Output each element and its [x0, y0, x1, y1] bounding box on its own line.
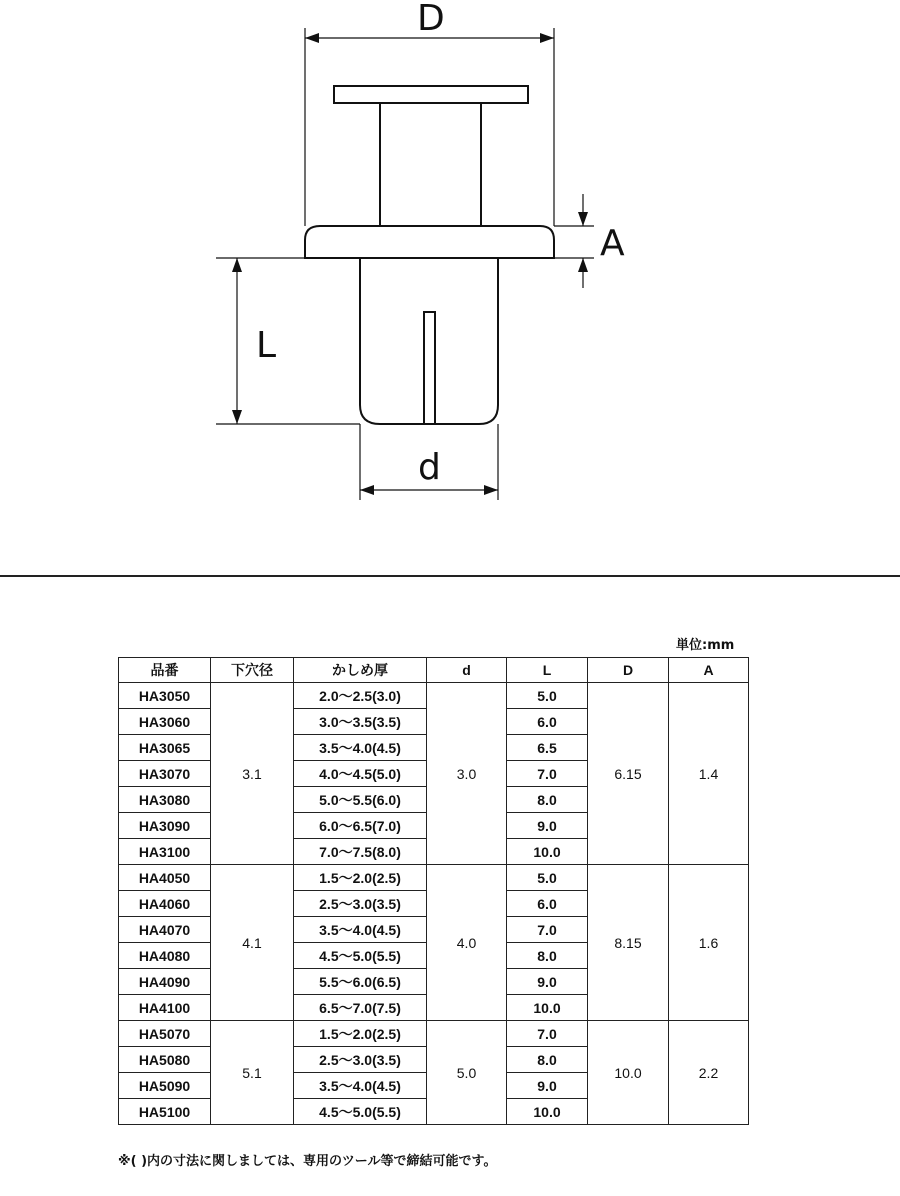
- label-D: D: [417, 0, 445, 39]
- part-number: HA4080: [119, 943, 211, 969]
- table-row: [119, 1021, 749, 1047]
- arrowhead: [232, 258, 242, 272]
- header-hole-dia: 下穴径: [211, 658, 294, 683]
- pin-head: [334, 86, 528, 103]
- a-value: 1.4: [669, 683, 749, 865]
- grip-range: 2.5〜3.0(3.5): [294, 891, 427, 917]
- part-number: HA3065: [119, 735, 211, 761]
- part-number: HA3070: [119, 761, 211, 787]
- hole-diameter: 3.1: [211, 683, 294, 865]
- part-number: HA3080: [119, 787, 211, 813]
- arrowhead: [360, 485, 374, 495]
- l-value: 8.0: [507, 943, 588, 969]
- rivet-slot: [424, 312, 435, 424]
- l-value: 6.0: [507, 891, 588, 917]
- l-value: 10.0: [507, 1099, 588, 1125]
- D-value: 8.15: [588, 865, 669, 1021]
- part-number: HA3060: [119, 709, 211, 735]
- label-L: L: [256, 325, 277, 366]
- header-A: A: [669, 658, 749, 683]
- l-value: 10.0: [507, 995, 588, 1021]
- hole-diameter: 4.1: [211, 865, 294, 1021]
- header-grip-range: かしめ厚: [294, 658, 427, 683]
- header-d: d: [427, 658, 507, 683]
- grip-range: 7.0〜7.5(8.0): [294, 839, 427, 865]
- grip-range: 6.5〜7.0(7.5): [294, 995, 427, 1021]
- part-number: HA4070: [119, 917, 211, 943]
- grip-range: 3.0〜3.5(3.5): [294, 709, 427, 735]
- header-part-no: 品番: [119, 658, 211, 683]
- table-header-row: [119, 658, 749, 683]
- arrowhead: [578, 258, 588, 272]
- d-value: 3.0: [427, 683, 507, 865]
- l-value: 6.5: [507, 735, 588, 761]
- part-number: HA3100: [119, 839, 211, 865]
- l-value: 8.0: [507, 1047, 588, 1073]
- D-value: 10.0: [588, 1021, 669, 1125]
- l-value: 6.0: [507, 709, 588, 735]
- grip-range: 3.5〜4.0(4.5): [294, 1073, 427, 1099]
- grip-range: 2.5〜3.0(3.5): [294, 1047, 427, 1073]
- part-number: HA4050: [119, 865, 211, 891]
- table-row: [119, 683, 749, 709]
- unit-note: 単位:mm: [676, 638, 735, 653]
- footnote: ※( )内の寸法に関しましては、専用のツール等で締結可能です。: [118, 1154, 497, 1169]
- l-value: 9.0: [507, 1073, 588, 1099]
- D-value: 6.15: [588, 683, 669, 865]
- l-value: 9.0: [507, 969, 588, 995]
- arrowhead: [232, 410, 242, 424]
- table-row: [119, 865, 749, 891]
- grip-range: 4.0〜4.5(5.0): [294, 761, 427, 787]
- part-number: HA5080: [119, 1047, 211, 1073]
- part-number: HA4100: [119, 995, 211, 1021]
- hole-diameter: 5.1: [211, 1021, 294, 1125]
- grip-range: 4.5〜5.0(5.5): [294, 943, 427, 969]
- l-value: 7.0: [507, 917, 588, 943]
- a-value: 1.6: [669, 865, 749, 1021]
- arrowhead: [540, 33, 554, 43]
- grip-range: 1.5〜2.0(2.5): [294, 1021, 427, 1047]
- l-value: 7.0: [507, 761, 588, 787]
- grip-range: 5.5〜6.0(6.5): [294, 969, 427, 995]
- label-A: A: [600, 223, 625, 264]
- header-L: L: [507, 658, 588, 683]
- l-value: 8.0: [507, 787, 588, 813]
- part-number: HA5070: [119, 1021, 211, 1047]
- grip-range: 5.0〜5.5(6.0): [294, 787, 427, 813]
- rivet-drawing: [0, 0, 900, 570]
- arrowhead: [305, 33, 319, 43]
- arrowhead: [484, 485, 498, 495]
- spec-table: [118, 657, 749, 1125]
- rivet-flange: [305, 226, 554, 258]
- part-number: HA4090: [119, 969, 211, 995]
- header-D: D: [588, 658, 669, 683]
- grip-range: 6.0〜6.5(7.0): [294, 813, 427, 839]
- l-value: 5.0: [507, 865, 588, 891]
- grip-range: 2.0〜2.5(3.0): [294, 683, 427, 709]
- l-value: 10.0: [507, 839, 588, 865]
- part-number: HA3050: [119, 683, 211, 709]
- grip-range: 1.5〜2.0(2.5): [294, 865, 427, 891]
- part-number: HA5090: [119, 1073, 211, 1099]
- d-value: 4.0: [427, 865, 507, 1021]
- l-value: 9.0: [507, 813, 588, 839]
- section-divider: [0, 575, 900, 577]
- a-value: 2.2: [669, 1021, 749, 1125]
- l-value: 7.0: [507, 1021, 588, 1047]
- l-value: 5.0: [507, 683, 588, 709]
- d-value: 5.0: [427, 1021, 507, 1125]
- grip-range: 3.5〜4.0(4.5): [294, 917, 427, 943]
- part-number: HA5100: [119, 1099, 211, 1125]
- part-number: HA4060: [119, 891, 211, 917]
- part-number: HA3090: [119, 813, 211, 839]
- arrowhead: [578, 212, 588, 226]
- label-d: d: [418, 447, 441, 488]
- grip-range: 4.5〜5.0(5.5): [294, 1099, 427, 1125]
- grip-range: 3.5〜4.0(4.5): [294, 735, 427, 761]
